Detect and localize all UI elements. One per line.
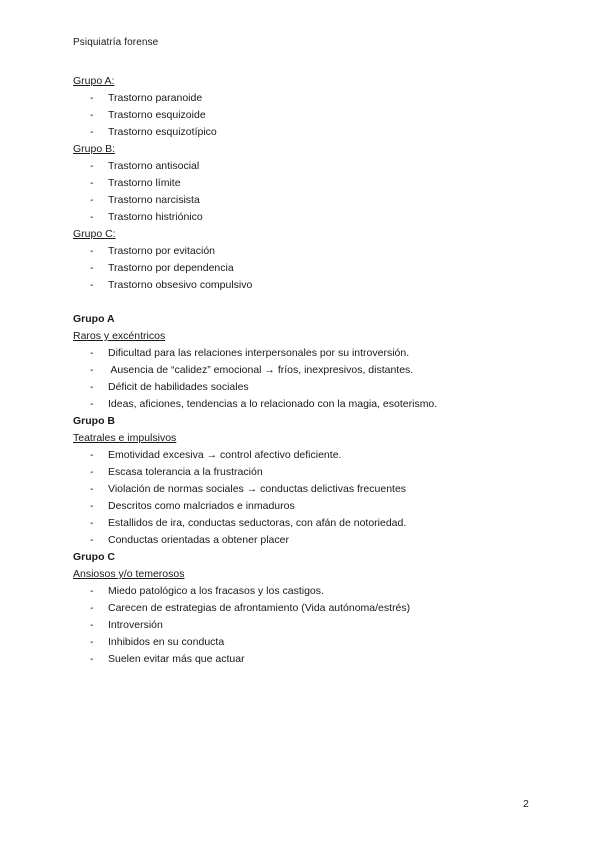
bullet-dash: -	[90, 126, 94, 138]
section-subtitle: Teatrales e impulsivos	[73, 432, 177, 444]
list-item: - Trastorno esquizotípico	[73, 124, 553, 141]
bullet-dash: -	[90, 211, 94, 223]
summary-group-a	[73, 73, 553, 141]
bullet-dash: -	[90, 653, 94, 665]
summary-group-b	[73, 141, 553, 226]
list-item: - Trastorno esquizoide	[73, 107, 553, 124]
bullet-dash: -	[90, 534, 94, 546]
section-title: Grupo B	[73, 415, 115, 427]
list-item: - Carecen de estrategias de afrontamiento (Vida autónoma/estrés)	[73, 600, 553, 617]
bullet-dash: -	[90, 483, 94, 495]
list-item: - Violación de normas sociales → conductas delictivas frecuentes	[73, 481, 553, 498]
summary-heading: Grupo C:	[73, 228, 116, 240]
list-item: - Introversión	[73, 617, 553, 634]
list-item: - Inhibidos en su conducta	[73, 634, 553, 651]
blank-line	[73, 294, 553, 311]
document-body	[73, 73, 553, 668]
bullet-dash: -	[90, 194, 94, 206]
list-item: - Dificultad para las relaciones interpersonales por su introversión.	[73, 345, 553, 362]
list-item: - Trastorno límite	[73, 175, 553, 192]
bullet-dash: -	[90, 262, 94, 274]
bullet-dash: -	[90, 347, 94, 359]
list-item: - Trastorno narcisista	[73, 192, 553, 209]
list-item: - Trastorno obsesivo compulsivo	[73, 277, 553, 294]
bullet-dash: -	[90, 500, 94, 512]
summary-heading: Grupo B:	[73, 143, 116, 155]
section-title: Grupo A	[73, 313, 115, 325]
section-title: Grupo C	[73, 551, 115, 563]
bullet-dash: -	[90, 636, 94, 648]
list-item: - Conductas orientadas a obtener placer	[73, 532, 553, 549]
section-subtitle: Ansiosos y/o temerosos	[73, 568, 185, 580]
list-item: - Ausencia de “calidez” emocional → fríos, inexpresivos, distantes.	[73, 362, 553, 379]
bullet-dash: -	[90, 364, 94, 376]
bullet-dash: -	[90, 109, 94, 121]
list-item: - Trastorno por evitación	[73, 243, 553, 260]
bullet-dash: -	[90, 466, 94, 478]
bullet-dash: -	[90, 381, 94, 393]
bullet-dash: -	[90, 279, 94, 291]
bullet-dash: -	[90, 177, 94, 189]
detail-group-b	[73, 413, 553, 549]
bullet-dash: -	[90, 92, 94, 104]
bullet-dash: -	[90, 517, 94, 529]
list-item: - Trastorno histriónico	[73, 209, 553, 226]
bullet-dash: -	[90, 398, 94, 410]
list-item: - Trastorno antisocial	[73, 158, 553, 175]
section-subtitle: Raros y excéntricos	[73, 330, 166, 342]
detail-group-c	[73, 549, 553, 668]
list-item: - Suelen evitar más que actuar	[73, 651, 553, 668]
page-number: 2	[523, 798, 529, 810]
list-item: - Emotividad excesiva → control afectivo deficiente.	[73, 447, 553, 464]
list-item: - Ideas, aficiones, tendencias a lo relacionado con la magia, esoterismo.	[73, 396, 553, 413]
list-item: - Estallidos de ira, conductas seductoras, con afán de notoriedad.	[73, 515, 553, 532]
list-item: - Déficit de habilidades sociales	[73, 379, 553, 396]
list-item: - Miedo patológico a los fracasos y los castigos.	[73, 583, 553, 600]
list-item: - Escasa tolerancia a la frustración	[73, 464, 553, 481]
list-item: - Descritos como malcriados e inmaduros	[73, 498, 553, 515]
detail-group-a	[73, 311, 553, 413]
summary-heading: Grupo A:	[73, 75, 115, 87]
summary-group-c	[73, 226, 553, 294]
bullet-dash: -	[90, 245, 94, 257]
list-item: - Trastorno por dependencia	[73, 260, 553, 277]
bullet-dash: -	[90, 602, 94, 614]
bullet-dash: -	[90, 160, 94, 172]
page-header: Psiquiatría forense	[73, 37, 159, 48]
bullet-dash: -	[90, 449, 94, 461]
bullet-dash: -	[90, 619, 94, 631]
bullet-dash: -	[90, 585, 94, 597]
list-item: - Trastorno paranoide	[73, 90, 553, 107]
